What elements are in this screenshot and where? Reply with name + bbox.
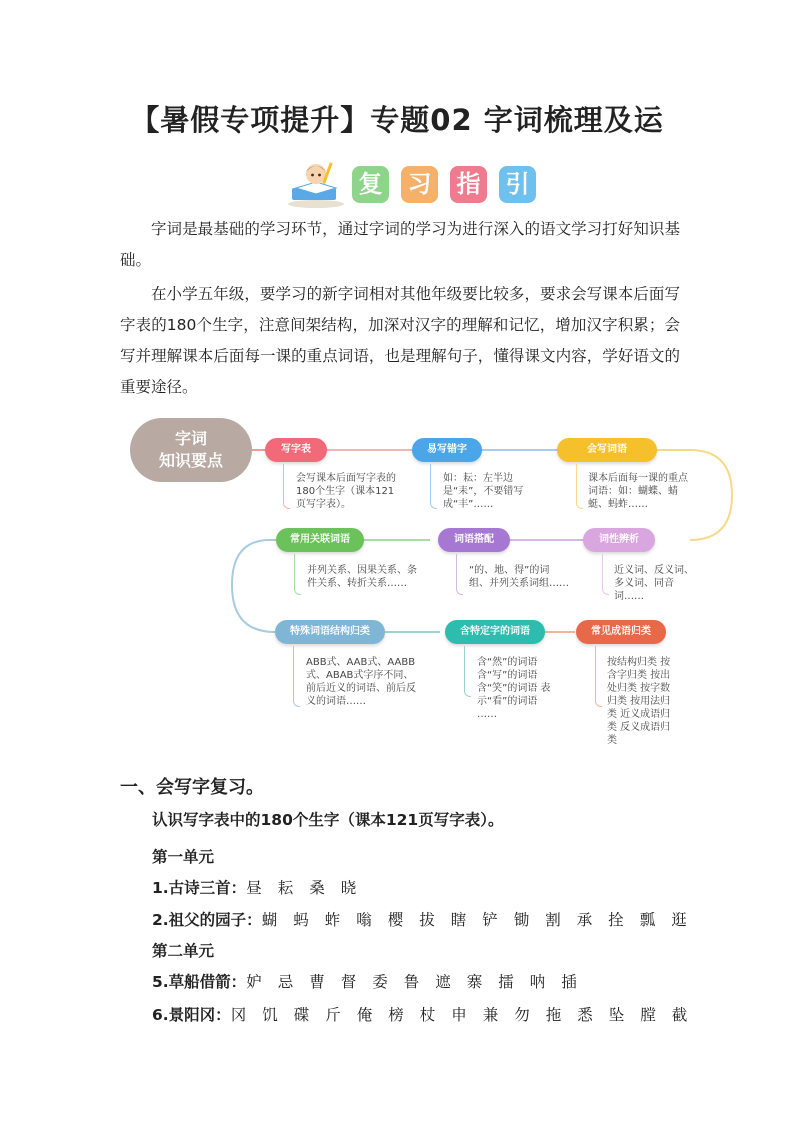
- lesson6-char: 膛: [640, 1006, 656, 1024]
- lesson5-char: 鲁: [403, 973, 420, 991]
- page-title: 【暑假专项提升】专题02 字词梳理及运: [130, 103, 664, 137]
- lesson6-char: 斤: [325, 1006, 341, 1024]
- branch-conjunctions: [294, 554, 301, 595]
- section-1-heading: 一、会写字复习。: [120, 777, 264, 798]
- lesson6-char: 坠: [608, 1006, 625, 1024]
- guide-char-3: 指: [450, 166, 487, 203]
- lesson-5-label: 5.草船借箭：: [152, 973, 247, 991]
- lesson6-char: 勿: [514, 1006, 530, 1024]
- text-conjunctions: 并列关系、因果关系、条件关系、转折关系……: [307, 565, 417, 589]
- center-line-2: 知识要点: [158, 451, 223, 470]
- node-write-words: 会写词语: [557, 438, 657, 462]
- lesson6-char: 杖: [419, 1006, 436, 1024]
- lesson6-char: 榜: [388, 1006, 404, 1024]
- intro-paragraph-1: 字词是最基础的学习环节，通过字词的学习为进行深入的语文学习打好知识基础。: [120, 220, 680, 269]
- lesson2-char: 铲: [482, 911, 498, 929]
- branch-easy-mistakes: [430, 464, 437, 509]
- lesson2-char: 蚂: [293, 911, 309, 929]
- guide-char-1: 复: [352, 166, 389, 203]
- lesson1-char: 昼: [246, 879, 262, 897]
- lesson2-char: 蝴: [261, 911, 278, 929]
- text-idioms: 按结构归类 按含字归类 按出处归类 按字数归类 按用法归类 近义成语归类 反义成语归类: [607, 657, 671, 746]
- lesson2-char: 逛: [671, 911, 687, 929]
- lesson1-char: 桑: [309, 879, 325, 897]
- text-write-chars: 会写课本后面写字表的180个生字（课本121页写字表）。: [296, 473, 396, 510]
- lesson1-char: 耘: [277, 879, 294, 897]
- lesson5-char: 督: [340, 973, 357, 991]
- lesson2-char: 樱: [387, 911, 404, 929]
- branch-specific-chars: [464, 646, 471, 697]
- text-word-collocation: “的、地、得”的词组、并列关系词组……: [469, 565, 569, 589]
- text-write-words: 课本后面每一课的重点词语：如：蝴蝶、蜻蜓、蚂蚱……: [588, 473, 688, 510]
- text-specific-chars: 含“然”的词语 含“写”的词语 含“笑”的词语 表示“看”的词语 ……: [477, 657, 551, 720]
- lesson-6-chars: [231, 1006, 704, 1024]
- branch-idioms: [595, 646, 602, 707]
- lesson5-char: 寨: [466, 973, 483, 991]
- node-conjunctions: 常用关联词语: [276, 528, 364, 552]
- mindmap-center: [130, 418, 252, 482]
- section-1-subtitle: 认识写字表中的180个生字（课本121页写字表）。: [152, 811, 504, 829]
- lesson2-char: 锄: [513, 911, 530, 929]
- lesson6-char: 悉: [577, 1006, 593, 1024]
- node-specific-chars: 含特定字的词语: [445, 620, 545, 644]
- lesson5-char: 插: [561, 973, 577, 991]
- branch-special-structures: [293, 646, 300, 707]
- node-word-collocation: 词语搭配: [438, 528, 510, 552]
- text-part-of-speech: 近义词、反义词、多义词、同音词……: [614, 565, 694, 602]
- lesson6-char: 碟: [293, 1006, 310, 1024]
- guide-char-2: 习: [401, 166, 438, 203]
- student-reading-icon: [286, 160, 346, 208]
- lesson6-char: 饥: [262, 1006, 278, 1024]
- lesson2-char: 瓢: [639, 911, 656, 929]
- lesson2-char: 拔: [419, 911, 435, 929]
- lesson-1-chars: [246, 879, 372, 897]
- center-line-1: 字词: [174, 429, 207, 448]
- lesson2-char: 割: [545, 911, 561, 929]
- knowledge-mindmap: [120, 410, 740, 760]
- node-easy-mistakes: 易写错字: [412, 438, 482, 462]
- lesson5-char: 曹: [309, 973, 325, 991]
- branch-word-collocation: [456, 554, 463, 595]
- lesson2-char: 瞎: [450, 911, 467, 929]
- lesson1-char: 晓: [340, 879, 357, 897]
- lesson-5-chars: [246, 973, 593, 991]
- lesson2-char: 承: [576, 911, 593, 929]
- lesson-5-row: [152, 970, 742, 992]
- unit-2-label: 第二单元: [152, 942, 215, 960]
- lesson6-char: 截: [671, 1006, 688, 1024]
- lesson2-char: 蚱: [324, 911, 341, 929]
- lesson6-char: 俺: [356, 1006, 373, 1024]
- text-easy-mistakes: 如：耘：左半边是“耒”，不要错写成“丰”……: [443, 473, 524, 510]
- node-idioms: 常见成语归类: [576, 620, 666, 644]
- lesson5-char: 遮: [435, 973, 451, 991]
- lesson-6-label: 6.景阳冈：: [152, 1006, 231, 1024]
- lesson5-char: 委: [372, 973, 388, 991]
- lesson5-char: 忌: [277, 973, 294, 991]
- guide-char-4: 引: [499, 166, 536, 203]
- lesson2-char: 拴: [608, 911, 624, 929]
- node-write-chars: 写字表: [265, 438, 327, 462]
- lesson5-char: 妒: [246, 973, 262, 991]
- node-part-of-speech: 词性辨析: [583, 528, 655, 552]
- text-special-structures: ABB式、AAB式、AABB式、ABAB式字序不同、前后近义的词语、前后反义的词语……: [306, 657, 416, 707]
- lesson6-char: 冈: [230, 1006, 247, 1024]
- lesson-2-row: [152, 908, 742, 930]
- lesson5-char: 擂: [498, 973, 514, 991]
- lesson6-char: 申: [451, 1006, 467, 1024]
- lesson-1-label: 1.古诗三首：: [152, 879, 247, 897]
- lesson-1-row: [152, 876, 742, 898]
- lesson6-char: 拖: [545, 1006, 562, 1024]
- lesson-6-row: [152, 1003, 742, 1025]
- lesson2-char: 嗡: [356, 911, 372, 929]
- lesson-2-chars: [262, 911, 703, 929]
- lesson-2-label: 2.祖父的园子：: [152, 911, 262, 929]
- lesson6-char: 兼: [482, 1006, 499, 1024]
- branch-part-of-speech: [602, 554, 609, 595]
- intro-paragraph-2: 在小学五年级，要学习的新字词相对其他年级要比较多，要求会写课本后面写字表的180个生字，注意间架结构，加深对汉字的理解和记忆，增加汉字积累；会写并理解课本后面每一课的重点词语，也是理解句子，懂得课文内容，学好语文的重要途径。: [120, 285, 680, 396]
- unit-1-label: 第一单元: [152, 848, 215, 866]
- node-special-structures: 特殊词语结构归类: [275, 620, 385, 644]
- branch-write-words: [576, 464, 583, 509]
- lesson5-char: 呐: [529, 973, 546, 991]
- branch-write-chars: [283, 464, 290, 509]
